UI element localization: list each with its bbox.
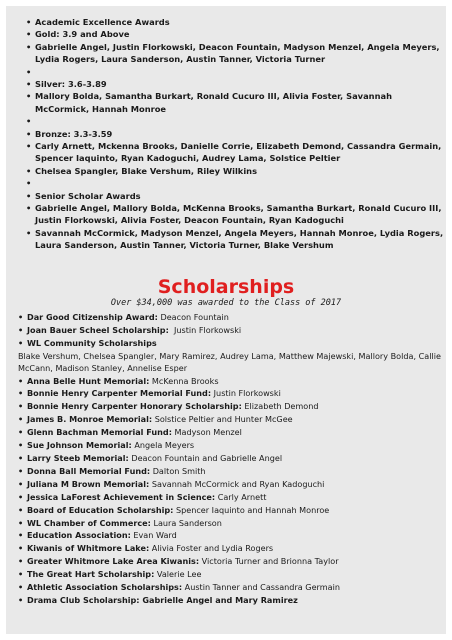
scholarship-name: Anna Belle Hunt Memorial: xyxy=(27,375,150,386)
academic-awards-list xyxy=(26,16,444,252)
gold-tier-label: • Gold: 3.9 and Above xyxy=(26,28,444,40)
scholarship-item xyxy=(18,413,442,426)
scholarship-recipients: Spencer Iaquinto and Hannah Monroe xyxy=(175,504,330,515)
scholarship-item xyxy=(18,375,442,388)
scholarship-item xyxy=(18,324,442,337)
scholarship-recipients: McKenna Brooks xyxy=(151,375,219,386)
silver-recipients: • Mallory Bolda, Samantha Burkart, Ronald Cucuro III, Alivia Foster, Savannah McCormick, Hannah Monroe xyxy=(26,90,444,115)
scholarship-recipients: Blake Vershum, Chelsea Spangler, Mary Ramirez, Audrey Lama, Matthew Majewski, Mallory Bolda, Callie McCann, Madison Stanley, Annelise Esper xyxy=(18,350,441,374)
scholarship-recipients: Deacon Fountain and Gabrielle Angel xyxy=(131,452,283,463)
scholarship-recipients: Dalton Smith xyxy=(152,465,206,476)
silver-tier-label: • Silver: 3.6-3.89 xyxy=(26,78,444,90)
scholarship-item xyxy=(18,439,442,452)
bronze-recipients-continued: • Chelsea Spangler, Blake Vershum, Riley Wilkins xyxy=(26,165,444,177)
scholarship-recipients: Austin Tanner and Cassandra Germain xyxy=(184,582,340,593)
scholarship-name: Kiwanis of Whitmore Lake: xyxy=(27,543,150,554)
senior-scholar-heading: • Senior Scholar Awards xyxy=(26,190,444,202)
scholarships-subtitle: Over $34,000 was awarded to the Class of 2017 xyxy=(110,298,342,308)
scholarship-name: Larry Steeb Memorial: xyxy=(27,452,129,463)
scholarship-recipients: Madyson Menzel xyxy=(174,427,242,438)
scholarship-recipients: Justin Florkowski xyxy=(173,324,242,335)
scholarship-recipients: Justin Florkowski xyxy=(213,388,281,399)
scholarship-name: Donna Ball Memorial Fund: xyxy=(27,465,151,476)
scholarship-item xyxy=(18,542,442,555)
awards-heading: • Academic Excellence Awards xyxy=(26,16,444,28)
scholarships-list xyxy=(18,311,442,607)
scholarship-recipients: Carly Arnett xyxy=(217,491,267,502)
scholarship-item xyxy=(18,337,442,375)
scholarship-name: Greater Whitmore Lake Area Kiwanis: xyxy=(27,556,200,567)
scholarship-name: James B. Monroe Memorial: xyxy=(27,414,153,425)
scholarship-name: Jessica LaForest Achievement in Science: xyxy=(27,491,216,502)
scholarships-title: Scholarships xyxy=(157,276,295,298)
empty-bullet xyxy=(26,177,444,189)
scholarship-name: Bonnie Henry Carpenter Honorary Scholarship: xyxy=(27,401,242,412)
scholarship-item xyxy=(18,581,442,594)
scholarship-name: Glenn Bachman Memorial Fund: xyxy=(27,427,172,438)
document-page xyxy=(6,6,446,634)
scholarship-item xyxy=(18,594,442,607)
scholarship-name: WL Community Scholarships xyxy=(27,337,157,348)
gold-recipients: • Gabrielle Angel, Justin Florkowski, Deacon Fountain, Madyson Menzel, Angela Meyers, Lydia Rogers, Laura Sanderson, Austin Tanner, Victoria Turner xyxy=(26,41,444,66)
scholarship-recipients: Solstice Peltier and Hunter McGee xyxy=(154,414,293,425)
scholarship-item xyxy=(18,465,442,478)
scholarship-name: Drama Club Scholarship: Gabrielle Angel and Mary Ramirez xyxy=(27,594,298,605)
scholarship-item xyxy=(18,491,442,504)
scholarship-recipients: Laura Sanderson xyxy=(153,517,222,528)
scholarship-name: Bonnie Henry Carpenter Memorial Fund: xyxy=(27,388,212,399)
scholarship-name: Dar Good Citizenship Award: xyxy=(27,312,158,322)
scholarship-item xyxy=(18,387,442,400)
scholarship-recipients: Savannah McCormick and Ryan Kadoguchi xyxy=(151,478,325,489)
scholarship-item xyxy=(18,426,442,439)
bronze-tier-label: • Bronze: 3.3-3.59 xyxy=(26,128,444,140)
scholarship-recipients: Victoria Turner and Brionna Taylor xyxy=(201,556,339,567)
bronze-recipients: • Carly Arnett, Mckenna Brooks, Danielle Corrie, Elizabeth Demond, Cassandra Germain, Spencer Iaquinto, Ryan Kadoguchi, Audrey Lama, Solstice Peltier xyxy=(26,140,444,165)
scholarship-name: Board of Education Scholarship: xyxy=(27,504,174,515)
scholarship-name: WL Chamber of Commerce: xyxy=(27,517,151,528)
scholarship-name: Sue Johnson Memorial: xyxy=(27,440,132,451)
scholarship-item xyxy=(18,478,442,491)
scholarship-item xyxy=(18,504,442,517)
scholarship-recipients: Deacon Fountain xyxy=(160,312,229,322)
senior-scholar-recipients-continued: • Savannah McCormick, Madyson Menzel, Angela Meyers, Hannah Monroe, Lydia Rogers, Laura Sanderson, Austin Tanner, Victoria Turner, Blake Vershum xyxy=(26,227,444,252)
scholarship-recipients: Angela Meyers xyxy=(134,440,195,451)
senior-scholar-recipients: • Gabrielle Angel, Mallory Bolda, McKenna Brooks, Samantha Burkart, Ronald Cucuro III, Justin Florkowski, Alivia Foster, Deacon Fountain, Ryan Kadoguchi xyxy=(26,202,444,227)
scholarship-name: Joan Bauer Scheel Scholarship: xyxy=(27,324,169,335)
scholarship-recipients: Valerie Lee xyxy=(156,569,202,580)
scholarship-recipients: Elizabeth Demond xyxy=(244,401,319,412)
scholarship-item xyxy=(18,452,442,465)
scholarship-item xyxy=(18,555,442,568)
scholarship-name: Athletic Association Scholarships: xyxy=(27,582,183,593)
scholarship-recipients: Evan Ward xyxy=(133,530,177,541)
scholarship-item xyxy=(18,568,442,581)
scholarship-item xyxy=(18,517,442,530)
scholarship-name: Education Association: xyxy=(27,530,131,541)
scholarship-item xyxy=(18,529,442,542)
scholarship-item xyxy=(18,400,442,413)
empty-bullet xyxy=(26,115,444,127)
scholarship-item xyxy=(18,311,442,324)
scholarship-name: Juliana M Brown Memorial: xyxy=(27,478,150,489)
scholarship-name: The Great Hart Scholarship: xyxy=(27,569,155,580)
scholarship-recipients: Alivia Foster and Lydia Rogers xyxy=(151,543,274,554)
empty-bullet xyxy=(26,66,444,78)
